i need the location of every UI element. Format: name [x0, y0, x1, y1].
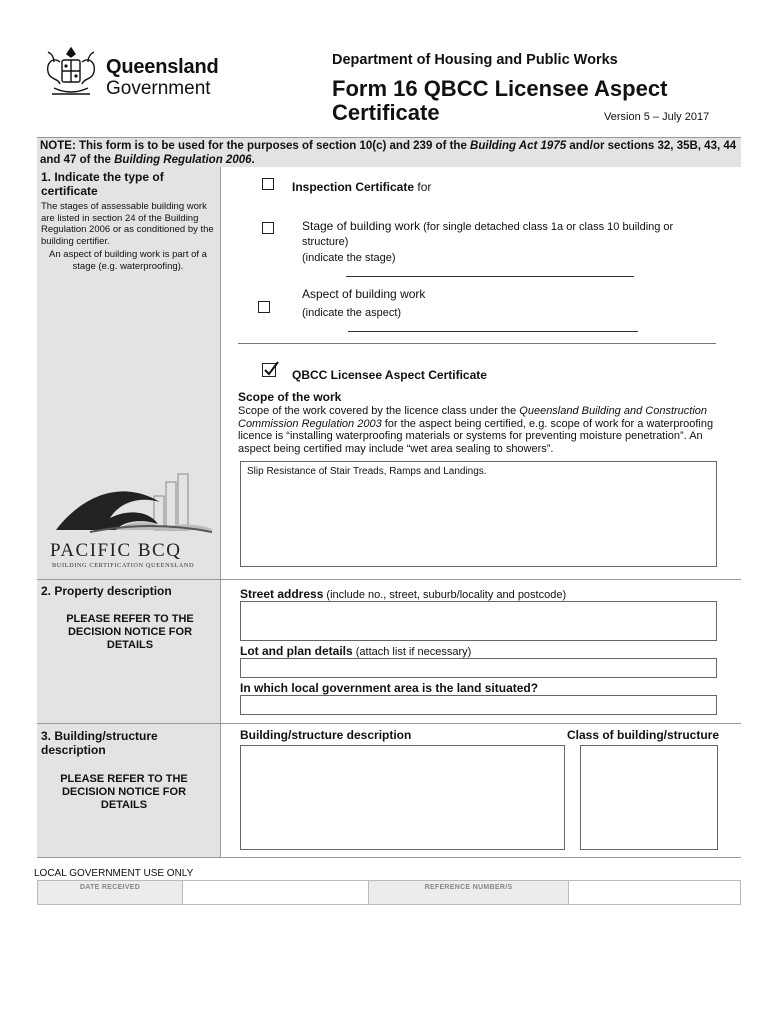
- scope-of-work-value: Slip Resistance of Stair Treads, Ramps and Landings.: [247, 466, 487, 477]
- aspect-of-work-checkbox[interactable]: [258, 301, 270, 313]
- section-divider: [37, 723, 741, 724]
- note-act: Building Act 1975: [470, 140, 567, 152]
- note-band: [37, 137, 741, 167]
- reference-number-label: REFERENCE NUMBER/S: [424, 884, 513, 891]
- section1-help-stages: The stages of assessable building work are listed in section 24 of the Building Regulation 2006 or as conditioned by the building certifier.: [41, 201, 214, 247]
- local-government-area-label: In which local government area is the land situated?: [240, 681, 539, 695]
- lot-plan-label: [240, 644, 471, 659]
- queensland-government-logo: [40, 44, 230, 104]
- aspect-of-work-label: Aspect of building work: [302, 287, 426, 301]
- note-regulation: Building Regulation 2006: [114, 154, 252, 166]
- street-address-field[interactable]: [240, 601, 717, 641]
- section2-heading: 2. Property description: [41, 584, 172, 598]
- inspection-certificate-text: Inspection Certificate: [292, 180, 415, 194]
- form-title-line2: Certificate: [332, 100, 440, 125]
- building-class-label: Class of building/structure: [567, 728, 720, 742]
- building-description-label: Building/structure description: [240, 728, 412, 742]
- pacific-bcq-wave-icon: [50, 468, 218, 538]
- divider-line: [238, 343, 716, 344]
- qbcc-licensee-checkbox[interactable]: [262, 363, 276, 377]
- scope-text-part2: for the aspect being certified, e.g. scope of work for a waterproofing licence is “installing waterproofing materials or systems for preventing moisture penetration”. An aspect being certified may include “wet area sealing to showers”.: [238, 417, 714, 455]
- form-title-line1: Form 16 QBCC Licensee Aspect: [332, 76, 668, 101]
- local-government-use-heading: LOCAL GOVERNMENT USE ONLY: [34, 868, 194, 879]
- note-text-part3: .: [251, 154, 255, 166]
- stage-of-work-label: [302, 219, 722, 249]
- street-address-text: Street address: [240, 587, 324, 601]
- coat-of-arms-icon: [40, 44, 102, 106]
- building-description-field[interactable]: [240, 745, 565, 850]
- qbcc-licensee-label: QBCC Licensee Aspect Certificate: [292, 368, 487, 382]
- section-divider: [37, 857, 741, 858]
- date-received-label: DATE RECEIVED: [79, 884, 141, 891]
- department-name: Department of Housing and Public Works: [332, 52, 618, 68]
- date-received-field[interactable]: [183, 881, 369, 904]
- note-text-part2: and/or sections 32, 35B, 43, 44 and 47 of the: [40, 140, 737, 166]
- stage-of-work-text: Stage of building work: [302, 219, 421, 233]
- section3-refer-note: PLEASE REFER TO THE DECISION NOTICE FOR DETAILS: [60, 773, 188, 811]
- stage-input-line[interactable]: [346, 276, 634, 277]
- scope-of-work-field[interactable]: [240, 461, 717, 567]
- section2-refer-note: PLEASE REFER TO THE DECISION NOTICE FOR DETAILS: [66, 613, 194, 651]
- scope-regulation: Queensland Building and Construction Commission Regulation 2003: [238, 405, 708, 430]
- lot-plan-note: (attach list if necessary): [352, 646, 472, 658]
- checkmark-icon: [263, 361, 279, 377]
- lot-plan-field[interactable]: [240, 658, 717, 678]
- street-address-note: (include no., street, suburb/locality and postcode): [323, 589, 567, 601]
- form-version: Version 5 – July 2017: [604, 111, 710, 123]
- scope-text-part1: Scope of the work covered by the licence class under the: [238, 405, 520, 417]
- government-name-line1: Queensland: [106, 56, 219, 78]
- note-text: [40, 139, 740, 167]
- scope-heading: Scope of the work: [238, 390, 342, 404]
- aspect-input-line[interactable]: [348, 331, 638, 332]
- inspection-certificate-suffix: for: [414, 180, 432, 194]
- lot-plan-text: Lot and plan details: [240, 644, 353, 658]
- note-text-part1: This form is to be used for the purposes of section 10(c) and 239 of the: [75, 140, 471, 152]
- section-divider: [37, 579, 741, 580]
- stage-hint: (indicate the stage): [302, 252, 396, 264]
- note-prefix: NOTE:: [40, 140, 76, 152]
- street-address-label: [240, 587, 566, 602]
- date-received-label-cell: [38, 881, 183, 904]
- inspection-certificate-label: [292, 180, 431, 194]
- stage-of-work-checkbox[interactable]: [262, 222, 274, 234]
- section3-heading: 3. Building/structure description: [41, 729, 158, 757]
- local-government-use-table: [37, 880, 741, 905]
- government-name-line2: Government: [106, 78, 211, 99]
- pacific-bcq-logo: [50, 468, 218, 572]
- pacific-bcq-tagline: BUILDING CERTIFICATION QUEENSLAND: [52, 562, 195, 569]
- section1-help-aspect: An aspect of building work is part of a stage (e.g. waterproofing).: [49, 249, 207, 272]
- reference-number-label-cell: [369, 881, 569, 904]
- inspection-certificate-checkbox[interactable]: [262, 178, 274, 190]
- scope-description: [238, 405, 738, 455]
- local-government-area-field[interactable]: [240, 695, 717, 715]
- pacific-bcq-brand: PACIFIC BCQ: [50, 540, 182, 561]
- building-class-field[interactable]: [580, 745, 718, 850]
- stage-of-work-note: (for single detached class 1a or class 10 building or structure): [302, 221, 674, 248]
- reference-number-field[interactable]: [569, 881, 740, 904]
- aspect-hint: (indicate the aspect): [302, 307, 402, 319]
- section1-heading: 1. Indicate the type of certificate: [41, 170, 164, 198]
